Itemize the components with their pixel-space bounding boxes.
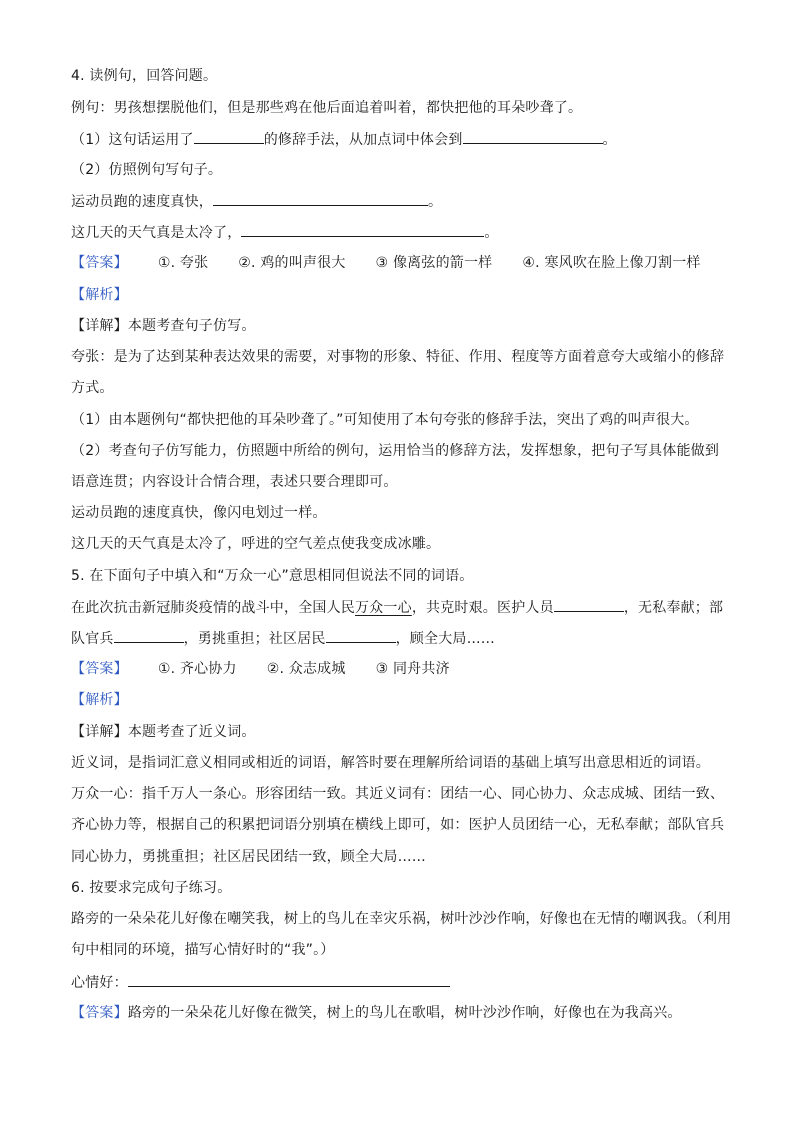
q6-line2: 句中相同的环境，描写心情好时的“我”。） [71, 942, 335, 958]
q4-analysis-tag: 【解析】 [71, 287, 128, 303]
answer-tag: 【答案】 [71, 661, 128, 677]
q4-detail: 【详解】本题考查句子仿写。 [71, 318, 256, 334]
q5-answer-2: ②. 众志成城 [266, 661, 346, 677]
q4-sentence-1 [71, 191, 442, 212]
q4-para4: 运动员跑的速度真快，像闪电划过一样。 [71, 505, 327, 521]
q5-answer-1: ①. 齐心协力 [157, 661, 237, 677]
q4-para1-line1: 夸张：是为了达到某种表达效果的需要，对事物的形象、特征、作用、程度等方面着意夸大或缩小的修辞 [71, 349, 725, 365]
q5-blank-3 [326, 628, 396, 643]
q4-sub1-text-b: 的修辞手法，从加点词中体会到 [263, 132, 463, 148]
q6-mood: 心情好： [71, 972, 450, 993]
q6-answer-text: 路旁的一朵朵花儿好像在微笑，树上的鸟儿在歌唱，树叶沙沙作响，好像也在为我高兴。 [127, 1005, 682, 1021]
answer-tag: 【答案】 [71, 1005, 128, 1021]
q4-blank-3 [213, 191, 428, 206]
q4-answer-3: ③ 像离弦的箭一样 [375, 255, 493, 271]
q4-sub1-text-c: 。 [602, 132, 617, 148]
q5-para2-line1: 万众一心：指千万人一条心。形容团结一致。其近义词有：团结一心、同心协力、众志成城、团结一致、 [71, 786, 725, 802]
q5-analysis-tag: 【解析】 [71, 692, 128, 708]
q4-s2-text: 这几天的天气真是太冷了， [71, 225, 242, 241]
q4-answer-2: ②. 鸡的叫声很大 [238, 255, 346, 271]
q4-title: 4. 读例句，回答问题。 [71, 68, 218, 84]
detail-tag: 【详解】 [71, 724, 128, 740]
q4-example: 例句：男孩想摆脱他们，但是那些鸡在他后面追着叫着，都快把他的耳朵吵聋了。 [71, 100, 583, 116]
q5-para2-line2: 齐心协力等，根据自己的积累把词语分别填在横线上即可，如：医护人员团结一心，无私奉献；部队官兵 [71, 817, 725, 833]
q4-sentence-2 [71, 222, 499, 243]
q4-blank-4 [241, 222, 484, 237]
q4-sub2: （2）仿照例句写句子。 [71, 162, 223, 178]
q4-blank-2 [463, 129, 603, 144]
q4-para2: （1）由本题例句“都快把他的耳朵吵聋了。”可知使用了本句夸张的修辞手法，突出了鸡的叫声很大。 [71, 412, 699, 428]
detail-tag: 【详解】 [71, 318, 128, 334]
q4-para3-line2: 语意连贯；内容设计合情合理，表述只要合理即可。 [71, 474, 398, 490]
q4-blank-1 [194, 129, 264, 144]
q4-answer-1: ①. 夸张 [157, 255, 209, 271]
q5-line2: 队官兵 ，勇挑重担；社区居民 ，顾全大局…… [71, 628, 495, 649]
answer-tag: 【答案】 [71, 255, 128, 271]
q4-answer-4: ④. 寒风吹在脸上像刀割一样 [522, 255, 701, 271]
q6-title: 6. 按要求完成句子练习。 [71, 880, 232, 896]
q5-line1: 在此次抗击新冠肺炎疫情的战斗中，全国人民万众一心，共克时艰。医护人员 ，无私奉献；部 [71, 597, 723, 618]
q4-answer [71, 253, 701, 273]
q6-blank [128, 972, 450, 987]
q5-answer-3: ③ 同舟共济 [375, 661, 450, 677]
q4-para5: 这几天的天气真是太冷了，呼进的空气差点使我变成冰雕。 [71, 536, 441, 552]
q4-s1-end: 。 [428, 194, 443, 210]
q5-answer [71, 659, 450, 679]
q5-title: 5. 在下面句子中填入和“万众一心”意思相同但说法不同的词语。 [71, 568, 474, 584]
q5-blank-2 [114, 628, 184, 643]
q4-sub1 [71, 129, 617, 150]
q5-para2-line3: 同心协力，勇挑重担；社区居民团结一致，顾全大局…… [71, 849, 426, 865]
q5-para1: 近义词，是指词汇意义相同或相近的词语，解答时要在理解所给词语的基础上填写出意思相近的词语。 [71, 755, 710, 771]
q4-para1-line2: 方式。 [71, 380, 114, 396]
q4-para3-line1: （2）考查句子仿写能力，仿照题中所给的例句，运用恰当的修辞方法，发挥想象，把句子写具体能做到 [71, 443, 720, 459]
q5-blank-1 [554, 597, 624, 612]
q5-detail: 【详解】本题考查了近义词。 [71, 724, 256, 740]
q5-underlined-word: 万众一心 [355, 600, 412, 616]
q4-s1-text: 运动员跑的速度真快， [71, 194, 213, 210]
q4-sub1-text-a: （1）这句话运用了 [71, 132, 194, 148]
q6-line1: 路旁的一朵朵花儿好像在嘲笑我，树上的鸟儿在幸灾乐祸，树叶沙沙作响，好像也在无情的嘲讽我。（利用 [71, 911, 732, 927]
q4-s2-end: 。 [484, 225, 499, 241]
q6-answer [71, 1003, 682, 1023]
